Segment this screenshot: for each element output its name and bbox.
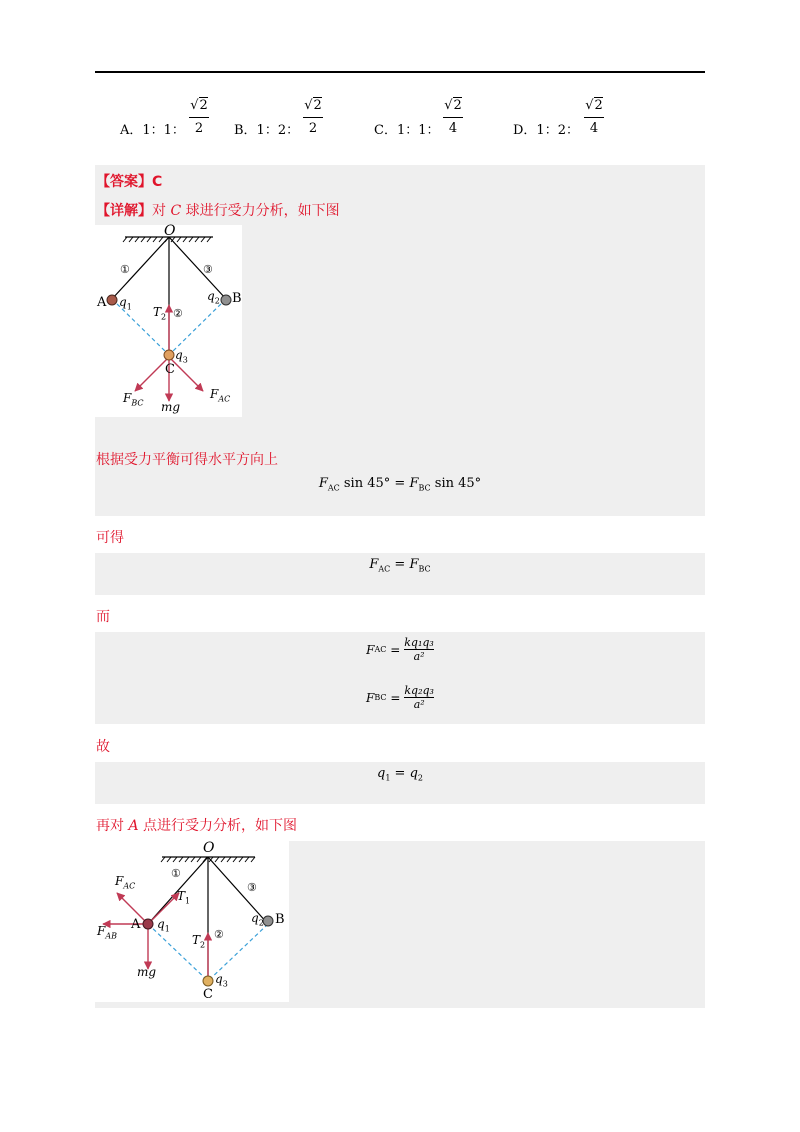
ball-a <box>107 295 117 305</box>
option-c-label: C．1：1： <box>374 123 440 138</box>
label-fac-2: $F_{AC}$ <box>115 874 136 891</box>
text-therefore: 故 <box>96 739 110 755</box>
option-a-label: A．1：1： <box>120 123 185 138</box>
equation-horizontal-balance: $F_{AC}$ $\sin 45^\circ = F_{BC}$ sin 45° <box>318 476 482 493</box>
answer-line: 【答案】C <box>96 174 163 190</box>
label-q3-2: $q_3$ <box>215 972 228 989</box>
option-d-fraction: √2 4 <box>585 98 603 136</box>
label-circle-3-2: ③ <box>247 881 257 894</box>
label-circle-1-2: ① <box>171 867 181 880</box>
label-a: A <box>97 295 107 310</box>
option-c-fraction: √2 4 <box>444 98 462 136</box>
text-balance: 根据受力平衡可得水平方向上 <box>96 452 278 468</box>
equation-q1-equals-q2: $q_1 = q_2$ <box>376 766 423 783</box>
label-mg-2: mg <box>137 965 157 979</box>
label-circle-1: ① <box>120 263 130 276</box>
header-rule <box>95 71 705 73</box>
label-q1: $q_1$ <box>119 295 132 312</box>
equation-fac-equals-fbc: $F_{AC} = F_{BC}$ <box>369 557 431 574</box>
label-q2: $q_2$ <box>207 289 220 306</box>
figure-a-force-diagram <box>95 841 289 1002</box>
option-b-label: B．1：2： <box>234 123 300 138</box>
label-fac: $F_{AC}$ <box>210 387 231 404</box>
ball-c <box>164 350 174 360</box>
label-o-2: O <box>203 840 215 856</box>
ball-c-2 <box>203 976 213 986</box>
label-c: C <box>165 362 175 377</box>
label-b-2: B <box>275 912 285 927</box>
detail-line: 【详解】对 C 球进行受力分析，如下图 <box>96 203 340 219</box>
label-circle-2: ② <box>173 307 183 320</box>
text-and: 而 <box>96 609 110 625</box>
label-t2: $T_2$ <box>153 305 167 322</box>
label-o: O <box>164 223 176 239</box>
option-b-fraction: √2 2 <box>304 98 322 136</box>
label-fbc: $F_{BC}$ <box>123 391 144 408</box>
answer-options <box>0 96 800 141</box>
equation-fac-coulomb: F AC = kq₁q₃ a² <box>366 636 434 663</box>
ball-a-2 <box>143 919 153 929</box>
text-analyze-a: 再对 A 点进行受力分析，如下图 <box>96 818 298 834</box>
label-q2-2: $q_2$ <box>251 911 264 928</box>
arrow-fbc <box>135 357 169 391</box>
label-circle-2-2: ② <box>214 928 224 941</box>
figure-c-force-diagram <box>95 225 242 417</box>
label-t2-2: $T_2$ <box>192 933 206 950</box>
option-d-label: D．1：2： <box>513 123 579 138</box>
label-b: B <box>232 291 242 306</box>
ball-b-2 <box>263 916 273 926</box>
option-a-fraction: √2 2 <box>190 98 208 136</box>
ball-b <box>221 295 231 305</box>
text-thus: 可得 <box>96 530 124 546</box>
label-a-2: A <box>131 917 141 932</box>
label-fab: $F_{AB}$ <box>97 924 117 941</box>
equation-panel-3 <box>95 632 705 724</box>
label-mg: mg <box>161 400 181 414</box>
label-q1-2: $q_1$ <box>157 917 170 934</box>
label-q3: $q_3$ <box>175 348 188 365</box>
label-c-2: C <box>203 987 213 1002</box>
label-t1: $T_1$ <box>177 889 191 906</box>
figure-panel-2 <box>95 841 705 1008</box>
label-circle-3: ③ <box>203 263 213 276</box>
equation-fbc-coulomb: F BC = kq₂q₃ a² <box>366 684 434 711</box>
